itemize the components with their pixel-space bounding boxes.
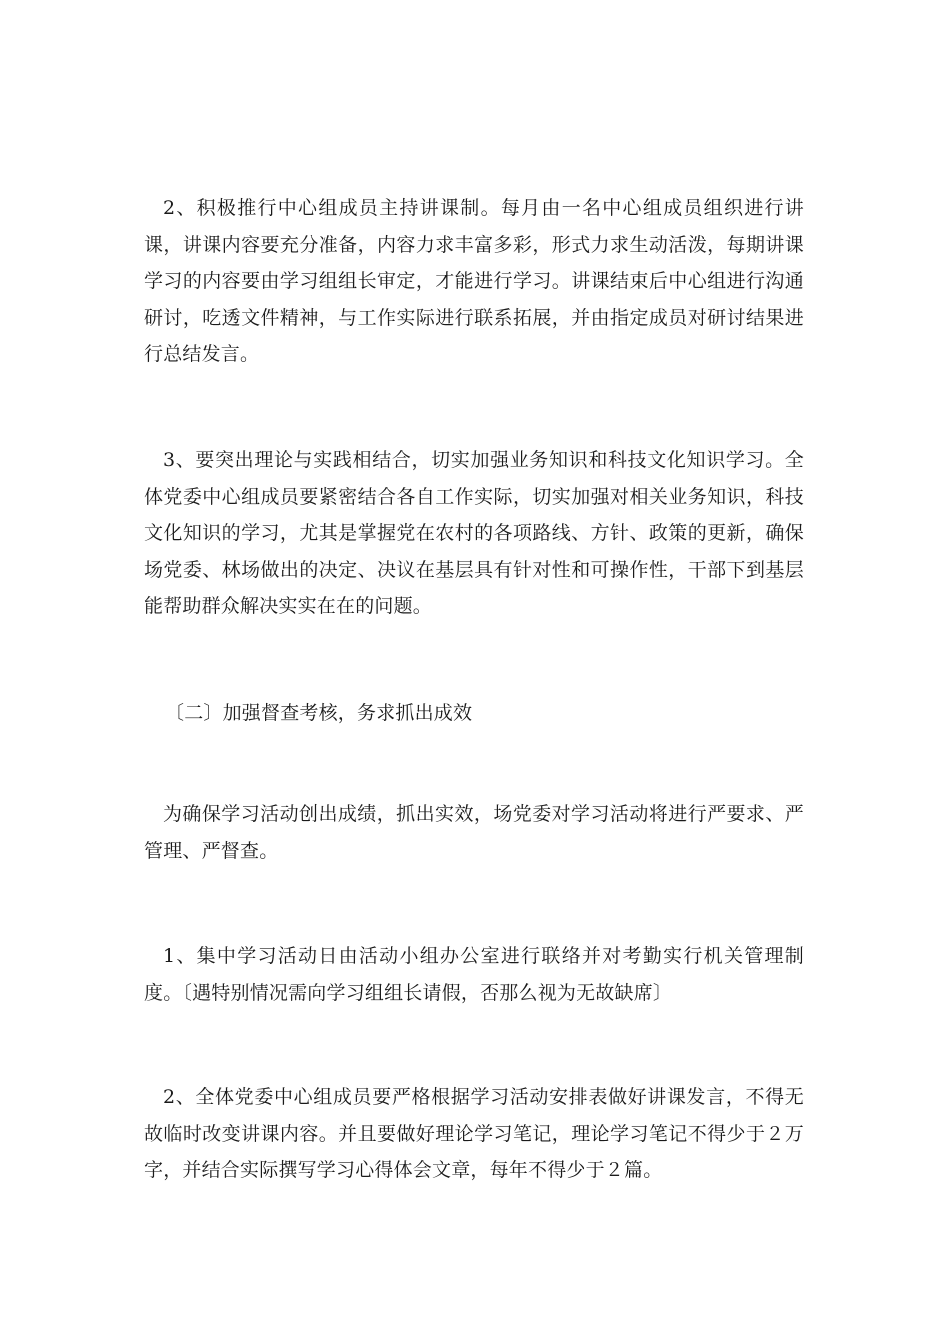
paragraph-strict-management: 为确保学习活动创出成绩，抓出实效，场党委对学习活动将进行严要求、严管理、严督查。 (144, 803, 804, 862)
paragraph-study-notes: 2、全体党委中心组成员要严格根据学习活动安排表做好讲课发言，不得无故临时改变讲课内容。并且要做好理论学习笔记，理论学习笔记不得少于２万字，并结合实际撰写学习心得体会文章，每年不得少于２篇。 (144, 1086, 804, 1181)
paragraph-theory-practice: 3、要突出理论与实践相结合，切实加强业务知识和科技文化知识学习。全体党委中心组成员要紧密结合各自工作实际，切实加强对相关业务知识，科技文化知识的学习，尤其是掌握党在农村的各项路线、方针、政策的更新，确保场党委、林场做出的决定、决议在基层具有针对性和可操作性，干部下到基层能帮助群众解决实实在在的问题。 (144, 449, 804, 617)
paragraph-lecture-system: 2、积极推行中心组成员主持讲课制。每月由一名中心组成员组织进行讲课，讲课内容要充分准备，内容力求丰富多彩，形式力求生动活泼，每期讲课学习的内容要由学习组组长审定，才能进行学习。讲课结束后中心组进行沟通研讨，吃透文件精神，与工作实际进行联系拓展，并由指定成员对研讨结果进行总结发言。 (144, 197, 804, 365)
paragraph-attendance: 1、集中学习活动日由活动小组办公室进行联络并对考勤实行机关管理制度。〔遇特别情况需向学习组组长请假，否那么视为无故缺席〕 (144, 945, 804, 1004)
section-heading-supervision: 〔二〕加强督查考核，务求抓出成效 (165, 702, 473, 724)
